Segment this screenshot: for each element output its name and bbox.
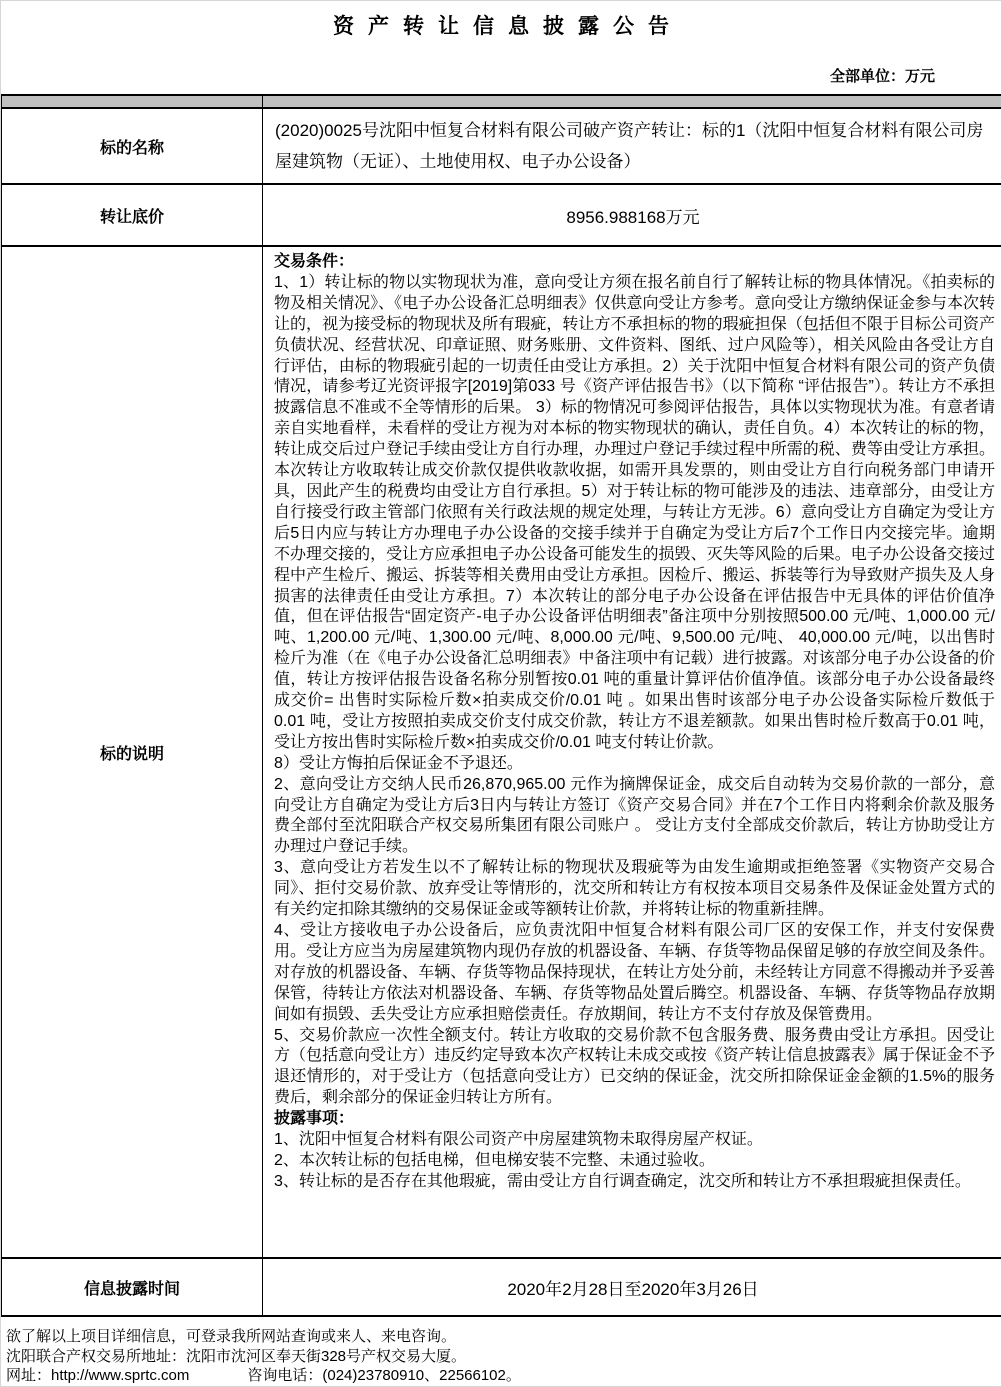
disclosure-items-heading: 披露事项： xyxy=(274,1110,355,1128)
trade-condition-paragraph: 4、受让方接收电子办公设备后，应负责沈阳中恒复合材料有限公司厂区的安保工作，并支付安保费用。受让方应当为房屋建筑物内现仍存放的机器设备、车辆、存货等物品保留足够的存放空间及条件。对存放的机器设备、车辆、存货等物品保持现状，在转让方处分前，未经转让方同意不得搬动并予妥善保管，待转让方依法对机器设备、车辆、存货等物品处置后腾空。机器设备、车辆、存货等物品存放期间如有损毁、丢失受让方应承担赔偿责任。存放期间，转让方不支付存放及保管费用。 xyxy=(274,922,995,1023)
disclosure-period-label: 信息披露时间 xyxy=(2,1258,263,1316)
subject-description-cell xyxy=(263,246,1002,1258)
row-subject-description xyxy=(2,246,1002,1258)
subject-description-label: 标的说明 xyxy=(2,246,263,1258)
footer-info-line: 欲了解以上项目详细信息，可登录我所网站查询或来人、来电咨询。 xyxy=(6,1328,457,1345)
unit-note: 全部单位：万元 xyxy=(829,68,935,85)
footer-contact-line xyxy=(6,1366,1001,1386)
floor-price-value: 8956.988168万元 xyxy=(263,184,1002,246)
footer-website: 网址：http://www.sprtc.com xyxy=(6,1367,190,1384)
trade-condition-paragraph: 1、1）转让标的物以实物现状为准，意向受让方须在报名前自行了解转让标的物具体情况。《拍卖标的物及相关情况》、《电子办公设备汇总明细表》仅供意向受让方参考。意向受让方缴纳保证金参与本次转让的，视为接受标的物现状及所有瑕疵，转让方不承担标的物的瑕疵担保（包括但不限于目标公司资产负债状况、经营状况、印章证照、财务账册、文件资料、图纸、过户风险等），相关风险由各受让方自行评估，由标的物瑕疵引起的一切责任由受让方承担。2）关于沈阳中恒复合材料有限公司的资产负债情况，请参考辽光资评报字[2019]第033 号《资产评估报告书》（以下简称 “评估报告”）。转让方不承担披露信息不准或不全等情形的后果。 3）标的物情况可参阅评估报告，具体以实物现状为准。有意者请亲自实地看样，未看样的受让方视为对本标的物实物现状的确认，责任自负。4）本次转让的标的物，转让成交后过户登记手续由受让方自行办理，办理过户登记手续过程中所需的税、费等由受让方承担。本次转让方收取转让成交价款仅提供收款收据，如需开具发票的，则由受让方自行向税务部门申请开具，因此产生的税费均由受让方自行承担。5）对于转让标的物可能涉及的违法、违章部分，由受让方自行接受行政主管部门依照有关行政法规的规定处理，与转让方无涉。6）意向受让方自确定为受让方后5日内应与转让方办理电子办公设备的交接手续并于自确定为受让方后7个工作日内交接完毕。逾期不办理交接的，受让方应承担电子办公设备可能发生的损毁、灭失等风险的后果。电子办公设备交接过程中产生检斤、搬运、拆装等相关费用由受让方承担。因检斤、搬运、拆装等行为导致财产损失及人身损害的法律责任由受让方承担。7）本次转让的部分电子办公设备在评估报告中无具体的评估价值净值，但在评估报告“固定资产-电子办公设备评估明细表”备注项中分别按照500.00 元/吨、1,000.00 元/吨、1,200.00 元/吨、1,300.00 元/吨、8,000.00 元/吨、9,500.00 元/吨、 40,000.00 元/吨，以出售时检斤为准（在《电子办公设备汇总明细表》中备注项中有记载）进行披露。对该部分电子办公设备的价值，转让方按评估报告设备名称分别暂按0.01 吨的重量计算评估价值净值。该部分电子办公设备最终成交价= 出售时实际检斤数×拍卖成交价/0.01 吨 。如果出售时该部分电子办公设备实际检斤数低于0.01 吨，受让方按照拍卖成交价支付成交价款，转让方不退差额款。如果出售时检斤数高于0.01 吨，受让方按出售时实际检斤数×拍卖成交价/0.01 吨支付转让价款。 xyxy=(274,273,995,751)
disclosure-item-paragraph: 3、转让标的是否存在其他瑕疵，需由受让方自行调查确定，沈交所和转让方不承担瑕疵担保责任。 xyxy=(274,1172,971,1190)
disclosure-item-paragraph: 1、沈阳中恒复合材料有限公司资产中房屋建筑物未取得房屋产权证。 xyxy=(274,1131,763,1149)
row-floor-price xyxy=(2,184,1002,246)
footer-address-line: 沈阳联合产权交易所地址：沈阳市沈河区奉天街328号产权交易大厦。 xyxy=(6,1347,467,1365)
disclosure-item-paragraph: 2、本次转让标的包括电梯，但电梯安装不完整、未通过验收。 xyxy=(274,1151,715,1169)
subject-name-value: (2020)0025号沈阳中恒复合材料有限公司破产资产转让：标的1（沈阳中恒复合材料有限公司房屋建筑物（无证）、土地使用权、电子办公设备） xyxy=(263,108,1002,184)
page-title: 资产转让信息披露公告 xyxy=(333,15,683,38)
footer-notes xyxy=(6,1327,1001,1386)
disclosure-table xyxy=(1,94,1002,1317)
floor-price-label: 转让底价 xyxy=(2,184,263,246)
subject-name-label: 标的名称 xyxy=(2,108,263,184)
row-subject-name xyxy=(2,108,1002,184)
subject-description-text xyxy=(274,252,995,1257)
trade-condition-paragraph: 5、交易价款应一次性全额支付。转让方收取的交易价款不包含服务费、服务费由受让方承担。因受让方（包括意向受让方）违反约定导致本次产权转让未成交或按《资产转让信息披露表》属于保证金不予退还情形的，对于受让方（包括意向受让方）已交纳的保证金，沈交所扣除保证金金额的1.5%的服务费后，剩余部分的保证金归转让方所有。 xyxy=(274,1026,995,1107)
header-spacer-right xyxy=(263,95,1002,108)
trade-condition-paragraph: 2、意向受让方交纳人民币26,870,965.00 元作为摘牌保证金，成交后自动转为交易价款的一部分，意向受让方自确定为受让方后3日内与转让方签订《资产交易合同》并在7个工作日内将剩余价款及服务费全部付至沈阳联合产权交易所集团有限公司账户 。 受让方支付全部成交价款后，转让方协助受让方办理过户登记手续。 xyxy=(274,775,995,856)
disclosure-period-value: 2020年2月28日至2020年3月26日 xyxy=(263,1258,1002,1316)
header-spacer-left xyxy=(2,95,263,108)
trade-conditions-heading: 交易条件： xyxy=(274,253,355,270)
row-disclosure-period xyxy=(2,1258,1002,1316)
trade-condition-paragraph: 3、意向受让方若发生以不了解转让标的物现状及瑕疵等为由发生逾期或拒绝签署《实物资产交易合同》、拒付交易价款、放弃受让等情形的，沈交所和转让方有权按本项目交易条件及保证金处置方式的有关约定扣除其缴纳的交易保证金或等额转让价款，并将转让标的物重新挂牌。 xyxy=(274,859,995,919)
footer-phone: 咨询电话：(024)23780910、22566102。 xyxy=(247,1367,521,1384)
trade-condition-paragraph: 8）受让方悔拍后保证金不予退还。 xyxy=(274,754,523,772)
table-header-bar xyxy=(2,95,1002,108)
